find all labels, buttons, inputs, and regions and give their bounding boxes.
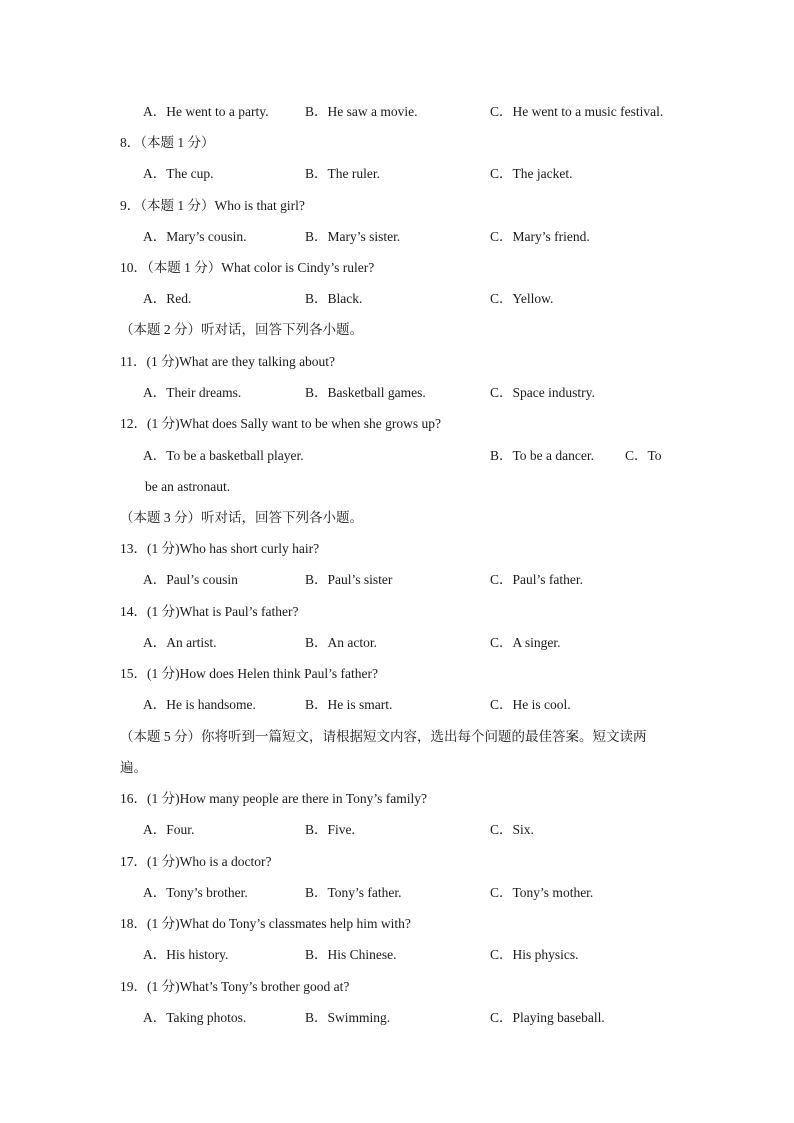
question-text: 8．（本题 1 分） <box>120 135 215 150</box>
option-a: A．Their dreams. <box>143 385 242 400</box>
option-c: C．A singer. <box>490 635 561 650</box>
options-row <box>0 633 794 653</box>
option-a: A．Taking photos. <box>143 1010 247 1025</box>
option-b: B．Black. <box>305 291 363 306</box>
question-text: 13．(1 分)Who has short curly hair? <box>120 541 320 556</box>
option-b: B．To be a dancer. <box>490 448 595 463</box>
question-row <box>0 664 794 684</box>
options-row <box>0 227 794 247</box>
options-row <box>0 289 794 309</box>
option-a: A．Tony’s brother. <box>143 885 248 900</box>
question-text: 17．(1 分)Who is a doctor? <box>120 854 272 869</box>
option-a: A．An artist. <box>143 635 217 650</box>
question-row <box>0 977 794 997</box>
question-row <box>0 196 794 216</box>
option-b: B．Five. <box>305 822 355 837</box>
option-a: A．Red. <box>143 291 192 306</box>
section-text: （本题 2 分）听对话，回答下列各小题。 <box>120 322 363 337</box>
options-row <box>0 102 794 122</box>
question-text: 15．(1 分)How does Helen think Paul’s father? <box>120 666 378 681</box>
options-row <box>0 695 794 715</box>
option-c: C．His physics. <box>490 947 579 962</box>
option-b: B．His Chinese. <box>305 947 397 962</box>
option-b: B．The ruler. <box>305 166 380 181</box>
question-text: 14．(1 分)What is Paul’s father? <box>120 604 299 619</box>
option-b: B．Tony’s father. <box>305 885 402 900</box>
section-heading-continuation <box>0 758 794 778</box>
option-a: A．He went to a party. <box>143 104 269 119</box>
option-b: B．Basketball games. <box>305 385 426 400</box>
section-heading <box>0 320 794 340</box>
option-a: A．Mary’s cousin. <box>143 229 247 244</box>
options-row <box>0 820 794 840</box>
options-row <box>0 1008 794 1028</box>
option-c: C．Mary’s friend. <box>490 229 590 244</box>
question-row <box>0 914 794 934</box>
option-b: B．Mary’s sister. <box>305 229 401 244</box>
section-heading <box>0 727 794 747</box>
option-c: C．Paul’s father. <box>490 572 583 587</box>
option-c: C．Tony’s mother. <box>490 885 594 900</box>
option-a: A．Four. <box>143 822 195 837</box>
question-row <box>0 133 794 153</box>
option-c: C．Six. <box>490 822 534 837</box>
option-c: C．He is cool. <box>490 697 571 712</box>
options-row <box>0 570 794 590</box>
option-c: C．Playing baseball. <box>490 1010 605 1025</box>
question-text: 19．(1 分)What’s Tony’s brother good at? <box>120 979 350 994</box>
question-text: 10．（本题 1 分）What color is Cindy’s ruler? <box>120 260 375 275</box>
option-a: A．His history. <box>143 947 229 962</box>
section-heading <box>0 508 794 528</box>
question-row <box>0 414 794 434</box>
option-a: A．Paul’s cousin <box>143 572 238 587</box>
option-a: A．The cup. <box>143 166 214 181</box>
question-text: 16．(1 分)How many people are there in Tony’s family? <box>120 791 427 806</box>
question-text: 9．（本题 1 分）Who is that girl? <box>120 198 305 213</box>
option-c: C．To <box>625 448 662 463</box>
options-row <box>0 164 794 184</box>
option-a: A．To be a basketball player. <box>143 448 304 463</box>
question-text: 11．(1 分)What are they talking about? <box>120 354 336 369</box>
options-row <box>0 945 794 965</box>
option-c: C．He went to a music festival. <box>490 104 664 119</box>
question-row <box>0 852 794 872</box>
section-text: （本题 5 分）你将听到一篇短文，请根据短文内容，选出每个问题的最佳答案。短文读两 <box>120 729 647 744</box>
option-c: C．The jacket. <box>490 166 573 181</box>
question-row <box>0 352 794 372</box>
options-row <box>0 883 794 903</box>
option-a: A．He is handsome. <box>143 697 256 712</box>
question-row <box>0 539 794 559</box>
option-b: B．Paul’s sister <box>305 572 393 587</box>
option-b: B．An actor. <box>305 635 377 650</box>
option-c: C．Space industry. <box>490 385 595 400</box>
question-row <box>0 789 794 809</box>
option-c: C．Yellow. <box>490 291 554 306</box>
question-text: 12．(1 分)What does Sally want to be when she grows up? <box>120 416 441 431</box>
options-row <box>0 383 794 403</box>
option-b: B．He saw a movie. <box>305 104 418 119</box>
option-b: B．He is smart. <box>305 697 393 712</box>
continuation-text: be an astronaut. <box>145 479 231 494</box>
question-text: 18．(1 分)What do Tony’s classmates help him with? <box>120 916 411 931</box>
question-row <box>0 258 794 278</box>
option-b: B．Swimming. <box>305 1010 391 1025</box>
section-text: 遍。 <box>120 760 147 775</box>
options-row <box>0 446 794 466</box>
option-continuation <box>0 477 794 497</box>
question-row <box>0 602 794 622</box>
section-text: （本题 3 分）听对话，回答下列各小题。 <box>120 510 363 525</box>
